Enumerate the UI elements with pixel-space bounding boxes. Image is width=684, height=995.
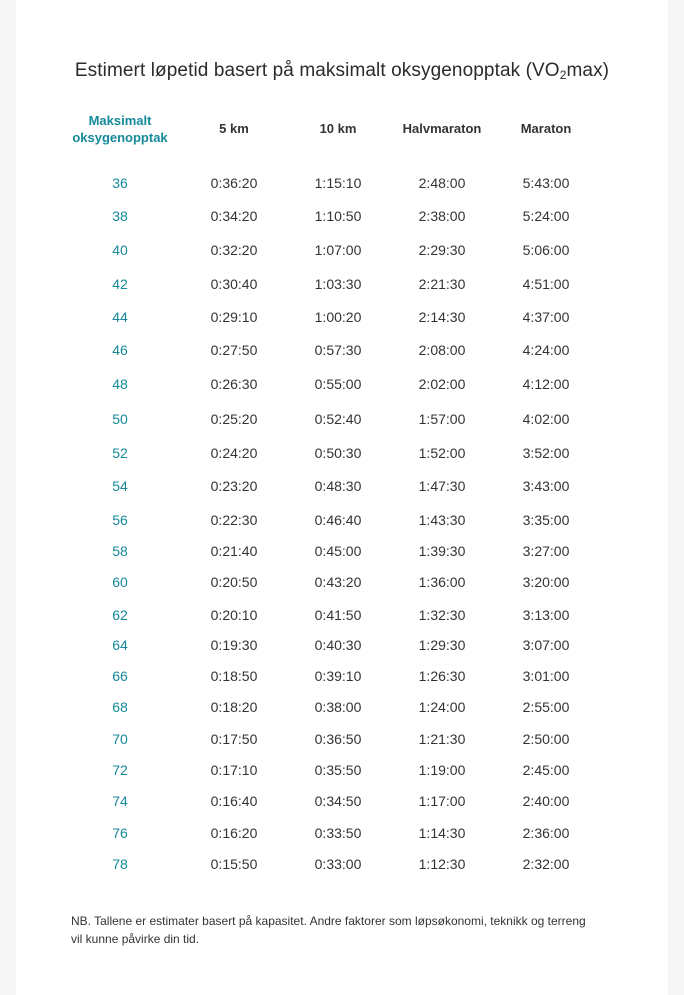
cell-maraton: 5:43:00	[522, 175, 570, 191]
title-suffix: max)	[566, 60, 610, 81]
cell-maraton: 3:27:00	[522, 543, 570, 559]
cell-10km: 0:48:30	[314, 478, 362, 494]
cell-maraton: 5:06:00	[522, 242, 570, 258]
cell-vo2max: 78	[112, 856, 128, 872]
cell-10km: 0:35:50	[314, 762, 362, 778]
cell-vo2max: 52	[112, 445, 128, 461]
cell-5km: 0:22:30	[210, 512, 258, 528]
cell-5km: 0:20:10	[210, 607, 258, 623]
cell-5km: 0:17:50	[210, 731, 258, 747]
cell-vo2max: 66	[112, 668, 128, 684]
cell-5km: 0:34:20	[210, 208, 258, 224]
cell-5km: 0:21:40	[210, 543, 258, 559]
cell-maraton: 3:13:00	[522, 607, 570, 623]
cell-vo2max: 58	[112, 543, 128, 559]
cell-10km: 1:00:20	[314, 309, 362, 325]
cell-maraton: 3:07:00	[522, 637, 570, 653]
cell-maraton: 2:40:00	[522, 793, 570, 809]
cell-halvmaraton: 1:52:00	[418, 445, 466, 461]
cell-halvmaraton: 1:12:30	[418, 856, 466, 872]
cell-halvmaraton: 2:21:30	[418, 276, 466, 292]
cell-halvmaraton: 1:43:30	[418, 512, 466, 528]
cell-vo2max: 44	[112, 309, 128, 325]
cell-5km: 0:29:10	[210, 309, 258, 325]
cell-maraton: 3:35:00	[522, 512, 570, 528]
cell-halvmaraton: 1:57:00	[418, 411, 466, 427]
cell-5km: 0:16:20	[210, 825, 258, 841]
cell-halvmaraton: 2:02:00	[418, 376, 466, 392]
cell-5km: 0:20:50	[210, 574, 258, 590]
cell-halvmaraton: 1:39:30	[418, 543, 466, 559]
cell-vo2max: 42	[112, 276, 128, 292]
cell-5km: 0:24:20	[210, 445, 258, 461]
cell-5km: 0:19:30	[210, 637, 258, 653]
cell-halvmaraton: 2:14:30	[418, 309, 466, 325]
cell-halvmaraton: 2:29:30	[418, 242, 466, 258]
cell-10km: 1:07:00	[314, 242, 362, 258]
cell-10km: 0:55:00	[314, 376, 362, 392]
title-text: Estimert løpetid basert på maksimalt oksygenopptak (VO	[74, 60, 560, 81]
cell-5km: 0:36:20	[210, 175, 258, 191]
cell-halvmaraton: 2:48:00	[418, 175, 466, 191]
title-subscript: 2	[559, 68, 567, 82]
cell-5km: 0:27:50	[210, 342, 258, 358]
cell-vo2max: 74	[112, 793, 128, 809]
header-vo2max	[60, 112, 180, 146]
header-vo2max-line2: oksygenopptak	[72, 130, 168, 145]
footnote: NB. Tallene er estimater basert på kapasitet. Andre faktorer som løpsøkonomi, teknikk og terreng vil kunne påvirke din tid.	[71, 914, 586, 946]
cell-vo2max: 40	[112, 242, 128, 258]
cell-halvmaraton: 1:32:30	[418, 607, 466, 623]
cell-5km: 0:26:30	[210, 376, 258, 392]
header-vo2max-line1: Maksimalt	[88, 113, 152, 128]
cell-10km: 0:52:40	[314, 411, 362, 427]
cell-maraton: 2:45:00	[522, 762, 570, 778]
page-title	[0, 60, 684, 82]
cell-10km: 0:41:50	[314, 607, 362, 623]
cell-vo2max: 56	[112, 512, 128, 528]
cell-5km: 0:32:20	[210, 242, 258, 258]
cell-10km: 0:46:40	[314, 512, 362, 528]
cell-5km: 0:25:20	[210, 411, 258, 427]
cell-maraton: 3:01:00	[522, 668, 570, 684]
cell-maraton: 2:55:00	[522, 699, 570, 715]
cell-maraton: 4:24:00	[522, 342, 570, 358]
cell-halvmaraton: 1:36:00	[418, 574, 466, 590]
header-halvmaraton: Halvmaraton	[402, 121, 482, 136]
cell-10km: 1:10:50	[314, 208, 362, 224]
cell-maraton: 4:51:00	[522, 276, 570, 292]
cell-halvmaraton: 1:14:30	[418, 825, 466, 841]
cell-maraton: 5:24:00	[522, 208, 570, 224]
cell-10km: 1:03:30	[314, 276, 362, 292]
cell-10km: 0:57:30	[314, 342, 362, 358]
cell-maraton: 2:36:00	[522, 825, 570, 841]
cell-vo2max: 46	[112, 342, 128, 358]
cell-halvmaraton: 1:21:30	[418, 731, 466, 747]
cell-10km: 0:39:10	[314, 668, 362, 684]
cell-10km: 0:50:30	[314, 445, 362, 461]
cell-maraton: 4:12:00	[522, 376, 570, 392]
cell-10km: 0:38:00	[314, 699, 362, 715]
cell-vo2max: 76	[112, 825, 128, 841]
cell-10km: 0:43:20	[314, 574, 362, 590]
cell-maraton: 3:20:00	[522, 574, 570, 590]
cell-10km: 0:34:50	[314, 793, 362, 809]
cell-halvmaraton: 1:24:00	[418, 699, 466, 715]
cell-maraton: 3:43:00	[522, 478, 570, 494]
cell-5km: 0:15:50	[210, 856, 258, 872]
cell-10km: 0:33:50	[314, 825, 362, 841]
cell-halvmaraton: 1:26:30	[418, 668, 466, 684]
cell-vo2max: 68	[112, 699, 128, 715]
cell-maraton: 2:32:00	[522, 856, 570, 872]
cell-vo2max: 64	[112, 637, 128, 653]
cell-vo2max: 50	[112, 411, 128, 427]
cell-vo2max: 62	[112, 607, 128, 623]
cell-halvmaraton: 2:38:00	[418, 208, 466, 224]
cell-maraton: 4:02:00	[522, 411, 570, 427]
cell-halvmaraton: 1:19:00	[418, 762, 466, 778]
cell-halvmaraton: 1:47:30	[418, 478, 466, 494]
cell-10km: 0:40:30	[314, 637, 362, 653]
cell-10km: 0:36:50	[314, 731, 362, 747]
cell-vo2max: 60	[112, 574, 128, 590]
cell-5km: 0:16:40	[210, 793, 258, 809]
cell-5km: 0:30:40	[210, 276, 258, 292]
page-sheet	[16, 0, 668, 995]
cell-vo2max: 48	[112, 376, 128, 392]
cell-vo2max: 36	[112, 175, 128, 191]
cell-vo2max: 72	[112, 762, 128, 778]
header-10km: 10 km	[319, 121, 357, 136]
cell-maraton: 4:37:00	[522, 309, 570, 325]
cell-halvmaraton: 1:29:30	[418, 637, 466, 653]
cell-10km: 0:45:00	[314, 543, 362, 559]
cell-5km: 0:18:50	[210, 668, 258, 684]
header-5km: 5 km	[219, 121, 249, 136]
header-maraton: Maraton	[520, 121, 572, 136]
cell-10km: 0:33:00	[314, 856, 362, 872]
cell-maraton: 2:50:00	[522, 731, 570, 747]
cell-5km: 0:17:10	[210, 762, 258, 778]
cell-halvmaraton: 2:08:00	[418, 342, 466, 358]
cell-vo2max: 54	[112, 478, 128, 494]
cell-maraton: 3:52:00	[522, 445, 570, 461]
cell-vo2max: 70	[112, 731, 128, 747]
cell-5km: 0:18:20	[210, 699, 258, 715]
cell-halvmaraton: 1:17:00	[418, 793, 466, 809]
cell-10km: 1:15:10	[314, 175, 362, 191]
cell-vo2max: 38	[112, 208, 128, 224]
cell-5km: 0:23:20	[210, 478, 258, 494]
